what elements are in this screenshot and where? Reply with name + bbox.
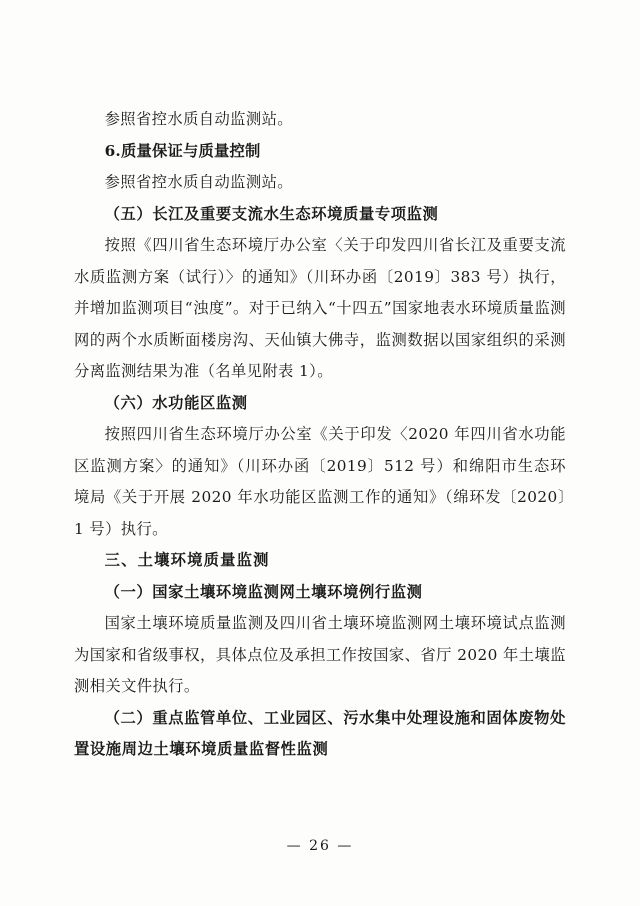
heading-quality-assurance: 6.质量保证与质量控制 (104, 141, 261, 160)
heading-section-six: （六）水功能区监测 (104, 393, 248, 412)
paragraph-subsection-one-body: 国家土壤环境质量监测及四川省土壤环境监测网土壤环境试点监测为国家和省级事权，具体点位及承担工作按国家、省厅 2020 年土壤监测相关文件执行。 (74, 614, 566, 695)
page-number: — 26 — (286, 838, 354, 854)
paragraph-water-station-ref-2: 参照省控水质自动监测站。 (104, 173, 293, 191)
heading-subsection-two: （二）重点监管单位、工业园区、污水集中处理设施和固体废物处置设施周边土壤环境质量监督性监测 (74, 708, 566, 758)
paragraph-section-five-body: 按照《四川省生态环境厅办公室〈关于印发四川省长江及重要支流水质监测方案（试行）〉的通知》（川环办函〔2019〕383 号）执行，并增加监测项目“浊度”。对于已纳入“十四五”国家地表水环境质量监测网的两个水质断面楼房沟、天仙镇大佛寺，监测数据以国家组织的采测分离监测结果为准（名单见附表 1）。 (74, 236, 566, 380)
paragraph-water-station-ref-1: 参照省控水质自动监测站。 (104, 110, 293, 128)
paragraph-section-six-body: 按照四川省生态环境厅办公室《关于印发〈2020 年四川省水功能区监测方案〉的通知》（川环办函〔2019〕512 号）和绵阳市生态环境局《关于开展 2020 年水功能区监测工作的通知》（绵环发〔2020〕1 号）执行。 (74, 425, 566, 538)
document-body (74, 104, 566, 766)
heading-section-five: （五）长江及重要支流水生态环境质量专项监测 (104, 204, 439, 223)
heading-subsection-one: （一）国家土壤环境监测网土壤环境例行监测 (104, 582, 423, 601)
heading-part-three: 三、土壤环境质量监测 (104, 551, 270, 569)
